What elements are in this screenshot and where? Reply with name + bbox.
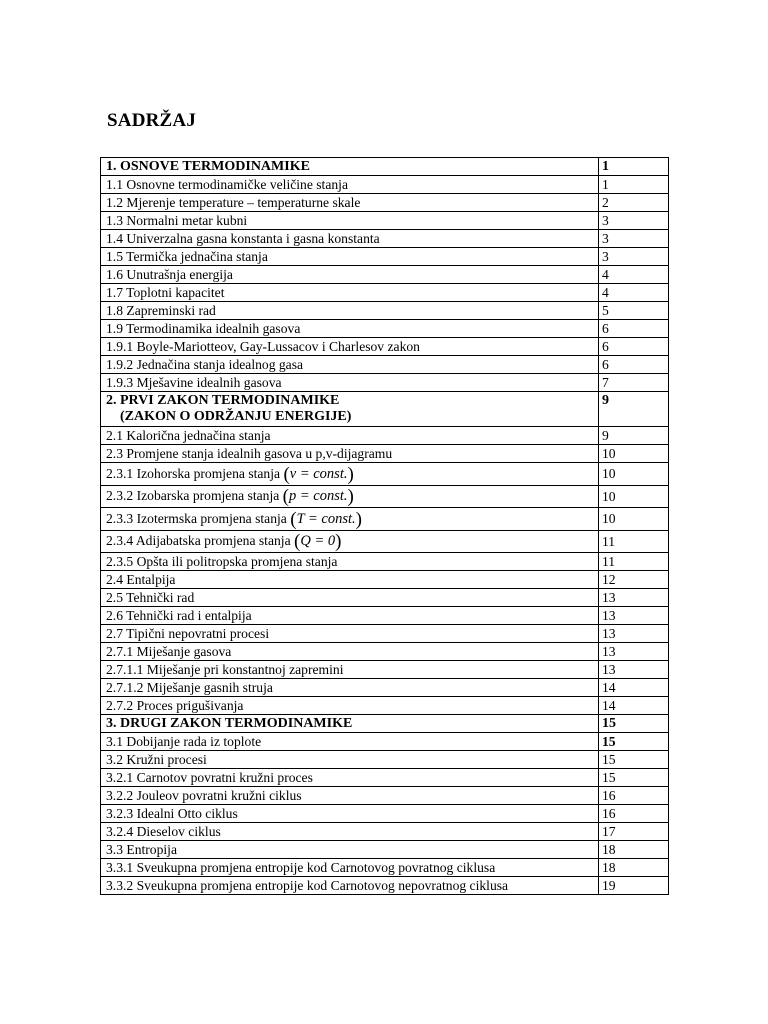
toc-entry-text: 1.8 Zapreminski rad [106, 303, 216, 318]
toc-row [101, 445, 669, 463]
toc-page-number: 1 [599, 176, 669, 194]
toc-entry-text: 2.7.1 Miješanje gasova [106, 644, 232, 659]
toc-page-number: 6 [599, 320, 669, 338]
toc-page-number: 13 [599, 589, 669, 607]
toc-entry-formula: (Q = 0) [294, 531, 342, 553]
toc-entry-text: 1.1 Osnovne termodinamičke veličine stanja [106, 177, 348, 192]
toc-entry-text: 3.2.3 Idealni Otto ciklus [106, 806, 238, 821]
toc-entry-text: 1.6 Unutrašnja energija [106, 267, 233, 282]
toc-entry-title [101, 248, 599, 266]
toc-row [101, 374, 669, 392]
toc-entry-formula-text: T = const. [296, 510, 356, 527]
toc-row [101, 427, 669, 445]
toc-page-number: 6 [599, 338, 669, 356]
toc-row [101, 679, 669, 697]
toc-entry-title [101, 751, 599, 769]
toc-row [101, 356, 669, 374]
toc-entry-text: 2.3.3 Izotermska promjena stanja [106, 510, 287, 526]
toc-entry-title [101, 733, 599, 751]
toc-entry-title [101, 787, 599, 805]
page-title: SADRŽAJ [107, 110, 197, 131]
toc-page-number: 3 [599, 230, 669, 248]
toc-entry-text: 3.3 Entropija [106, 842, 177, 857]
toc-row [101, 463, 669, 486]
toc-page-number: 5 [599, 302, 669, 320]
toc-entry-title [101, 427, 599, 445]
toc-page-number: 10 [599, 485, 669, 508]
toc-entry-title [101, 338, 599, 356]
toc-entry-title [101, 661, 599, 679]
toc-entry-text: 1.4 Univerzalna gasna konstanta i gasna konstanta [106, 231, 380, 246]
toc-page-number: 3 [599, 248, 669, 266]
toc-page-number: 4 [599, 284, 669, 302]
toc-entry-title [101, 643, 599, 661]
toc-page-number: 14 [599, 697, 669, 715]
toc-row [101, 769, 669, 787]
toc-page-number: 11 [599, 553, 669, 571]
toc-page-number: 2 [599, 194, 669, 212]
toc-entry-text: 3.2 Kružni procesi [106, 752, 207, 767]
toc-page-number: 14 [599, 679, 669, 697]
toc-page-number: 13 [599, 661, 669, 679]
toc-page-number: 10 [599, 445, 669, 463]
toc-row [101, 607, 669, 625]
toc-entry-title [101, 508, 599, 531]
toc-entry-text: 3.1 Dobijanje rada iz toplote [106, 734, 262, 749]
toc-page-number: 15 [599, 751, 669, 769]
toc-entry-text: 1.9.1 Boyle-Mariotteov, Gay-Lussacov i Charlesov zakon [106, 339, 420, 354]
toc-entry-text: 2.7.2 Proces prigušivanja [106, 698, 244, 713]
toc-page-number: 17 [599, 823, 669, 841]
toc-entry-formula-text: v = const. [289, 465, 348, 482]
toc-entry-text: 2.7.1.1 Miješanje pri konstantnoj zapremini [106, 662, 344, 677]
toc-entry-text: 1.9.2 Jednačina stanja idealnog gasa [106, 357, 304, 372]
toc-row [101, 715, 669, 733]
toc-row [101, 571, 669, 589]
toc-page-number: 13 [599, 643, 669, 661]
toc-page-number: 13 [599, 625, 669, 643]
toc-row [101, 266, 669, 284]
toc-entry-title [101, 769, 599, 787]
toc-entry-title [101, 697, 599, 715]
toc-row [101, 589, 669, 607]
toc-entry-text: 3.2.2 Jouleov povratni kružni ciklus [106, 788, 302, 803]
toc-entry-title [101, 374, 599, 392]
toc-entry-title [101, 841, 599, 859]
toc-row [101, 392, 669, 427]
toc-row [101, 320, 669, 338]
toc-page-number: 3 [599, 212, 669, 230]
toc-row [101, 661, 669, 679]
toc-page-number: 4 [599, 266, 669, 284]
toc-entry-title [101, 212, 599, 230]
toc-row [101, 230, 669, 248]
toc-entry-text: 2.1 Kalorična jednačina stanja [106, 428, 271, 443]
toc-entry-text: 3.3.2 Sveukupna promjena entropije kod Carnotovog nepovratnog ciklusa [106, 878, 509, 893]
toc-page-number: 9 [599, 427, 669, 445]
toc-row [101, 787, 669, 805]
toc-entry-title [101, 877, 599, 895]
toc-entry-title [101, 715, 599, 733]
toc-entry-formula: (T = const.) [290, 508, 362, 530]
toc-entry-text: 2.3.1 Izohorska promjena stanja [106, 465, 281, 481]
toc-entry-text: 1.3 Normalni metar kubni [106, 213, 248, 228]
toc-entry-title [101, 302, 599, 320]
toc-page-number: 7 [599, 374, 669, 392]
toc-entry-text: 2.6 Tehnički rad i entalpija [106, 608, 252, 623]
toc-page-number: 15 [599, 769, 669, 787]
toc-entry-text: 2.7 Tipični nepovratni procesi [106, 626, 270, 641]
toc-row [101, 553, 669, 571]
toc-page-number: 16 [599, 805, 669, 823]
toc-entry-title [101, 589, 599, 607]
table-of-contents [100, 157, 669, 895]
toc-entry-title [101, 485, 599, 508]
toc-page-number: 13 [599, 607, 669, 625]
toc-entry-title [101, 194, 599, 212]
toc-entry-text: 2.7.1.2 Miješanje gasnih struja [106, 680, 273, 695]
toc-row [101, 284, 669, 302]
toc-entry-title [101, 284, 599, 302]
toc-entry-title [101, 266, 599, 284]
toc-entry-title [101, 320, 599, 338]
toc-row [101, 508, 669, 531]
toc-row [101, 643, 669, 661]
toc-row [101, 485, 669, 508]
toc-entry-title [101, 571, 599, 589]
toc-row [101, 158, 669, 176]
toc-entry-text: 3.3.1 Sveukupna promjena entropije kod Carnotovog povratnog ciklusa [106, 860, 496, 875]
toc-entry-title [101, 607, 599, 625]
toc-page-number: 15 [599, 733, 669, 751]
toc-row [101, 530, 669, 553]
toc-entry-text: 1. OSNOVE TERMODINAMIKE [106, 159, 310, 174]
toc-body [101, 158, 669, 895]
toc-entry-title [101, 823, 599, 841]
toc-entry-text: 2.3.2 Izobarska promjena stanja [106, 488, 280, 504]
toc-entry-text: 3.2.4 Dieselov ciklus [106, 824, 221, 839]
toc-page-number: 6 [599, 356, 669, 374]
toc-page-number: 10 [599, 463, 669, 486]
toc-page-number: 12 [599, 571, 669, 589]
toc-entry-title [101, 230, 599, 248]
toc-row [101, 805, 669, 823]
toc-row [101, 212, 669, 230]
toc-row [101, 877, 669, 895]
toc-row [101, 194, 669, 212]
toc-entry-text: 1.5 Termička jednačina stanja [106, 249, 268, 264]
toc-page-number: 18 [599, 841, 669, 859]
toc-page-number: 15 [599, 715, 669, 733]
toc-row [101, 733, 669, 751]
toc-entry-text: 1.9 Termodinamika idealnih gasova [106, 321, 301, 336]
toc-row [101, 697, 669, 715]
toc-row [101, 859, 669, 877]
toc-row [101, 625, 669, 643]
toc-entry-text: 1.9.3 Mješavine idealnih gasova [106, 375, 282, 390]
toc-entry-title [101, 679, 599, 697]
toc-row [101, 302, 669, 320]
toc-entry-title [101, 553, 599, 571]
toc-page-number: 19 [599, 877, 669, 895]
toc-entry-title [101, 859, 599, 877]
toc-entry-formula-text: p = const. [289, 488, 348, 505]
toc-entry-title [101, 530, 599, 553]
toc-entry-title [101, 463, 599, 486]
toc-entry-title [101, 158, 599, 176]
toc-entry-text: 1.2 Mjerenje temperature – temperaturne skale [106, 195, 361, 210]
toc-row [101, 176, 669, 194]
toc-page-number: 18 [599, 859, 669, 877]
toc-entry-formula: (p = const.) [282, 486, 354, 508]
toc-entry-text: 2.3.5 Opšta ili politropska promjena stanja [106, 554, 338, 569]
toc-row [101, 751, 669, 769]
toc-entry-title [101, 625, 599, 643]
toc-entry-title [101, 176, 599, 194]
toc-page-number: 9 [599, 392, 669, 427]
toc-entry-title [101, 445, 599, 463]
toc-entry-formula: (v = const.) [283, 463, 354, 485]
toc-entry-title [101, 356, 599, 374]
toc-entry-text: 3. DRUGI ZAKON TERMODINAMIKE [106, 716, 353, 731]
toc-row [101, 823, 669, 841]
toc-entry-subtitle: (ZAKON O ODRŽANJU ENERGIJE) [120, 409, 352, 424]
toc-page-number: 10 [599, 508, 669, 531]
toc-entry-title [101, 805, 599, 823]
toc-page-number: 1 [599, 158, 669, 176]
toc-entry-title [101, 392, 599, 427]
toc-row [101, 338, 669, 356]
toc-entry-text: 2.3 Promjene stanja idealnih gasova u p,v-dijagramu [106, 446, 393, 461]
toc-entry-text: 2.5 Tehnički rad [106, 590, 195, 605]
toc-entry-formula-text: Q = 0 [300, 533, 336, 550]
toc-page-number: 11 [599, 530, 669, 553]
toc-row [101, 248, 669, 266]
toc-entry-text: 1.7 Toplotni kapacitet [106, 285, 225, 300]
toc-entry-text: 2.4 Entalpija [106, 572, 176, 587]
toc-entry-text: 2. PRVI ZAKON TERMODINAMIKE [106, 393, 340, 408]
toc-entry-text: 2.3.4 Adijabatska promjena stanja [106, 533, 291, 549]
toc-page-number: 16 [599, 787, 669, 805]
toc-entry-text: 3.2.1 Carnotov povratni kružni proces [106, 770, 313, 785]
toc-row [101, 841, 669, 859]
